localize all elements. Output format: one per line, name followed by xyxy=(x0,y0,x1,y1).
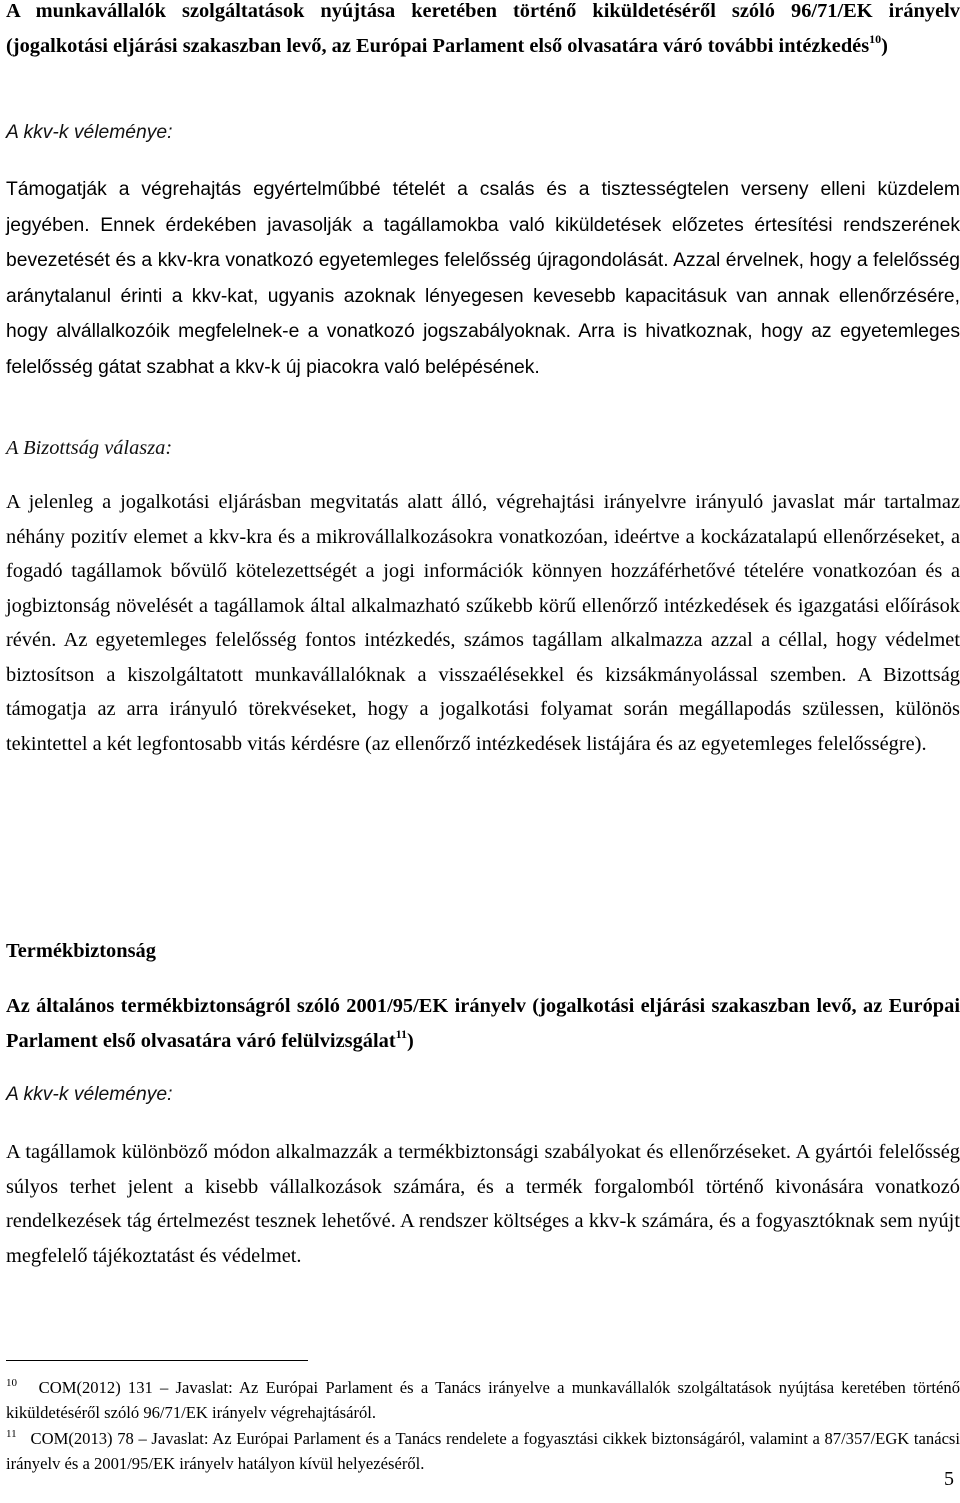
sme-opinion-text-a: Támogatják a végrehajtás egyértelműbbé tételét a csalás és a tisztességtelen verseny elleni küzdelem jegyében. xyxy=(6,179,960,236)
section-title xyxy=(6,989,960,1058)
footnote xyxy=(6,1426,960,1476)
page-number: 5 xyxy=(944,1468,954,1490)
footnote-text: COM(2012) 131 – Javaslat: Az Európai Parlament és a Tanács irányelve a munkavállalók szolgáltatások nyújtása keretében történő kiküldetéséről szóló 96/71/EK irányelv végrehajtásáról. xyxy=(6,1378,960,1422)
commission-response-heading: A Bizottság válasza: xyxy=(6,437,173,459)
footnote-ref[interactable]: 10 xyxy=(869,31,882,46)
commission-response-text-c: A Bizottság támogatja az arra irányuló törekvéseket, hogy a jogalkotási folyamat során megállapodás szülessen, különös tekintettel a két legfontosabb vitás kérdésre (az ellenőrző intézkedések listájára és az egyetemleges felelősségre). xyxy=(6,663,960,755)
commission-response-text-a: A jelenleg a jogalkotási eljárásban megvitatás alatt álló, végrehajtási irányelvre irányuló javaslat már tartalmaz néhány pozitív elemet a kkv-kra és a mikrovállalkozásokra vonatkozóan, ideértve a kockázatalapú ellenőrzéseket, a fogadó tagállamok bővülő kötelezettségét a jogi információk könnyen hozzáférhetővé tételére vonatkozóan és a jogbiztonság növelését a tagállamok által alkalmazható szűkebb körű ellenőrző intézkedések és igazgatási előírások révén. xyxy=(6,491,960,651)
footnote-separator xyxy=(6,1360,308,1361)
footnote-ref[interactable]: 11 xyxy=(395,1026,407,1041)
commission-response-paragraph xyxy=(6,485,960,761)
footnote xyxy=(6,1375,960,1425)
commission-response-text-b: Az egyetemleges felelősség fontos intézkedés, számos tagállam alkalmazza azzal a céllal, hogy védelmet biztosítson a kiszolgáltatott munkavállalóknak a visszaélésekkel és kizsákmányolással szemben. xyxy=(6,629,960,686)
section-title-end: ) xyxy=(406,1029,414,1052)
footnote-number: 11 xyxy=(6,1428,17,1440)
sme-opinion-text-b: A gyártói felelősség súlyos terhet jelent a kisebb vállalkozások számára, és a termék forgalomból történő kivonására vonatkozó rendelkezések tág értelmezést tesznek lehetővé. xyxy=(6,1141,960,1232)
section-title-text: Az általános termékbiztonságról szóló 2001/95/EK irányelv (jogalkotási eljárási szakaszban levő, az Európai Parlament első olvasatára váró felülvizsgálat xyxy=(6,995,960,1052)
sme-opinion-text-c: A rendszer költséges a kkv-k számára, és a fogyasztóknak sem nyújt megfelelő tájékoztatást és védelmet. xyxy=(6,1210,960,1267)
footnote-number: 10 xyxy=(6,1377,17,1389)
section-title-text: A munkavállalók szolgáltatások nyújtása keretében történő kiküldetéséről szóló 96/71/EK irányelv (jogalkotási eljárási szakaszban levő, az Európai Parlament első olvasatára váró további intézkedés xyxy=(6,0,960,57)
sme-opinion-text-b: Ennek érdekében javasolják a tagállamokba való kiküldetések előzetes értesítési rendszerének bevezetését és a kkv-kra vonatkozó egyetemleges felelősség újragondolását. xyxy=(6,214,960,271)
section-title-end: ) xyxy=(881,34,888,57)
sme-opinion-text-c: Azzal érvelnek, hogy a felelősség aránytalanul érinti a kkv-kat, ugyanis azoknak lényegesen kevesebb kapacitásuk van annak ellenőrzésére, hogy alvállalkozóik megfelelnek-e a vonatkozó jogszabályoknak. Arra is hivatkoznak, hogy az egyetemleges felelősség gátat szabhat a kkv-k új piacokra való belépésének. xyxy=(6,250,960,378)
sme-opinion-heading: A kkv-k véleménye: xyxy=(6,122,173,143)
section-title xyxy=(6,0,960,63)
sme-opinion-text-a: A tagállamok különböző módon alkalmazzák a termékbiztonsági szabályokat és ellenőrzéseket. xyxy=(6,1141,791,1163)
section-heading: Termékbiztonság xyxy=(6,940,156,962)
sme-opinion-paragraph xyxy=(6,172,960,385)
footnote-text: COM(2013) 78 – Javaslat: Az Európai Parlament és a Tanács rendelete a fogyasztási cikkek biztonságáról, valamint a 87/357/EGK tanácsi irányelv és a 2001/95/EK irányelv hatályon kívül helyezéséről. xyxy=(6,1429,960,1473)
sme-opinion-paragraph xyxy=(6,1135,960,1273)
sme-opinion-heading: A kkv-k véleménye: xyxy=(6,1084,173,1105)
